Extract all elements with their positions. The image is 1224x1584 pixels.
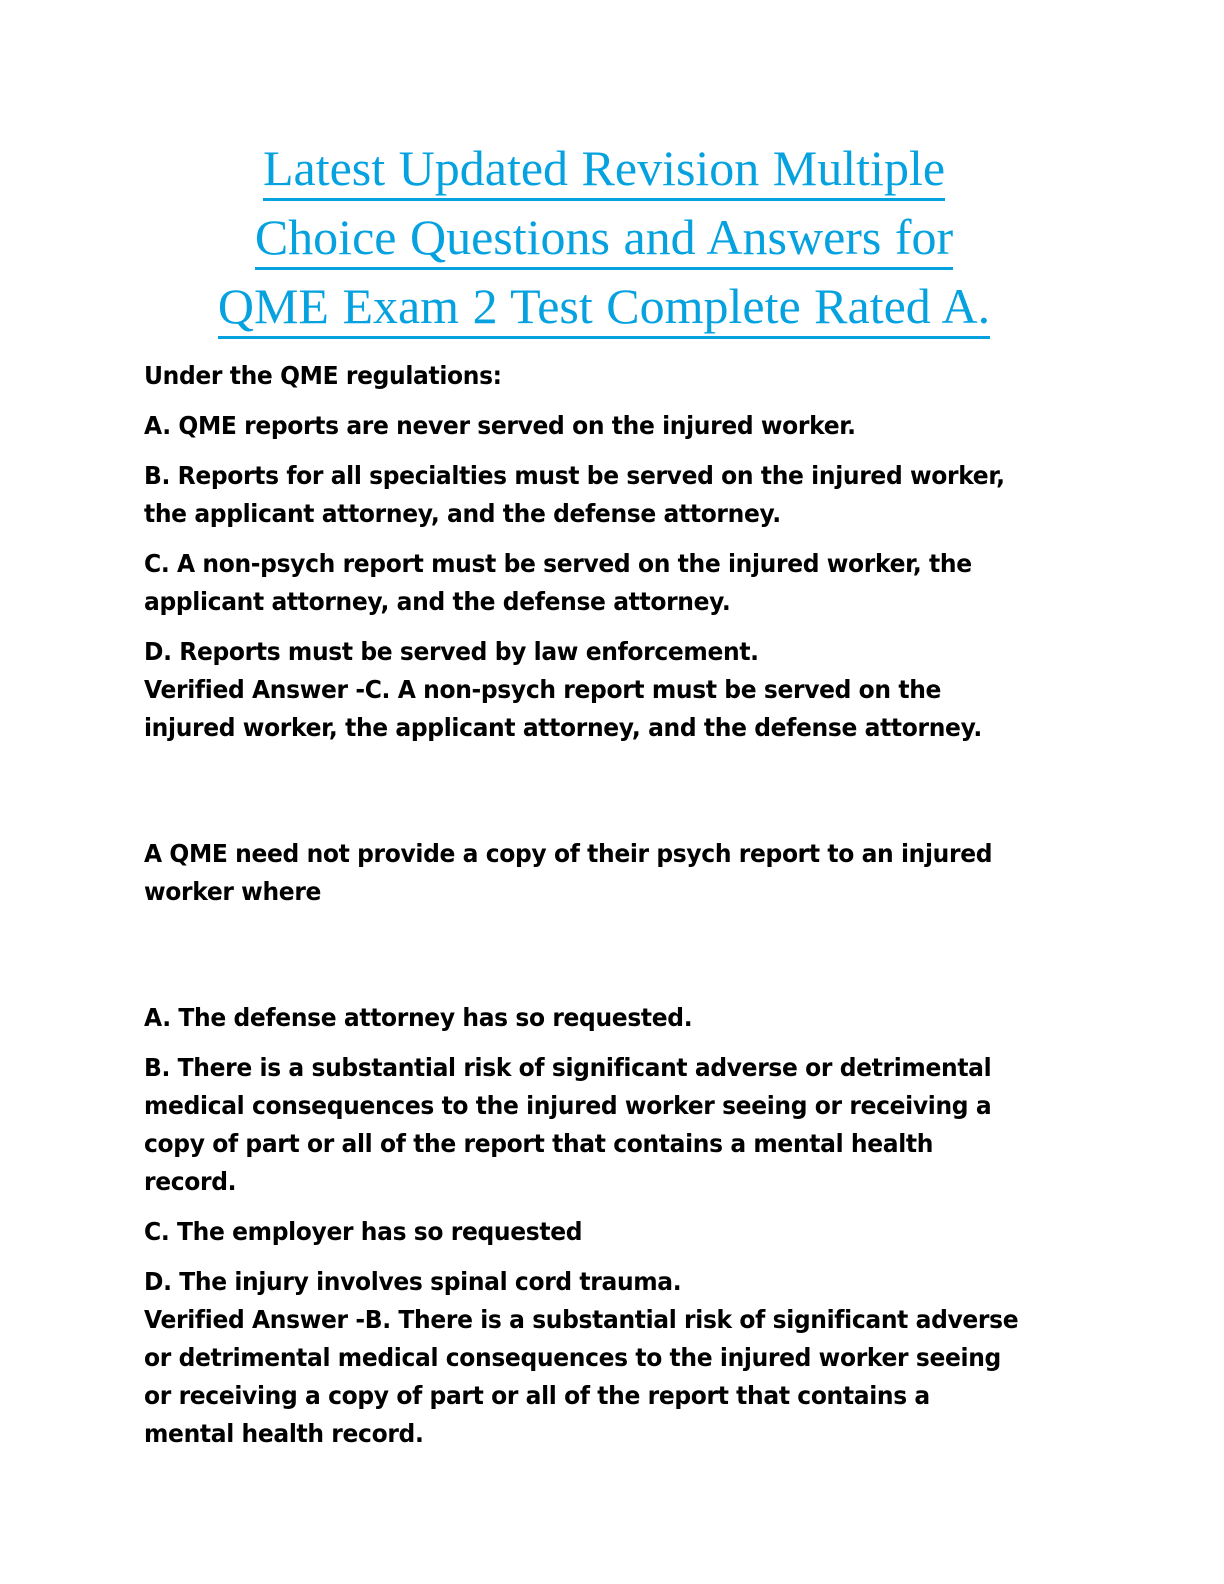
page-title-line-3-text: QME Exam 2 Test Complete Rated A. (218, 278, 990, 339)
section-spacer-2 (144, 923, 1023, 999)
question-1-option-d[interactable]: D. Reports must be served by law enforcement. (144, 637, 759, 666)
page-title-line-3 (144, 272, 1064, 341)
question-2-option-a[interactable]: A. The defense attorney has so requested. (144, 1003, 693, 1032)
page-title-line-1-text: Latest Updated Revision Multiple (263, 140, 945, 201)
page-title-line-1 (144, 134, 1064, 203)
page-content-area (144, 0, 1064, 1465)
question-2-option-d[interactable]: D. The injury involves spinal cord trauma. (144, 1267, 682, 1296)
question-2-option-b[interactable]: B. There is a substantial risk of significant adverse or detrimental medical consequences to the injured worker seeing or receiving a copy of part or all of the report that contains a mental health record. (144, 1053, 992, 1196)
question-1-option-b[interactable]: B. Reports for all specialties must be served on the injured worker, the applicant attorney, and the defense attorney. (144, 461, 1005, 528)
question-block-1 (144, 357, 1023, 747)
page-title (144, 0, 1064, 341)
page-title-line-2-text: Choice Questions and Answers for (255, 209, 953, 270)
question-block-2 (144, 835, 1023, 1453)
question-1-option-c[interactable]: C. A non-psych report must be served on the injured worker, the applicant attorney, and the defense attorney. (144, 549, 972, 616)
question-2-option-c[interactable]: C. The employer has so requested (144, 1217, 583, 1246)
question-1-option-a[interactable]: A. QME reports are never served on the injured worker. (144, 411, 856, 440)
page-title-line-2 (144, 203, 1064, 272)
question-2-verified-answer: Verified Answer -B. There is a substantial risk of significant adverse or detrimental medical consequences to the injured worker seeing or receiving a copy of part or all of the report that contains a mental health record. (144, 1305, 1019, 1448)
question-1-stem: Under the QME regulations: (144, 361, 502, 390)
section-spacer-1 (144, 759, 1023, 835)
document-body (144, 341, 1023, 1453)
question-2-stem: A QME need not provide a copy of their psych report to an injured worker where (144, 839, 993, 906)
question-1-verified-answer: Verified Answer -C. A non-psych report must be served on the injured worker, the applicant attorney, and the defense attorney. (144, 675, 982, 742)
